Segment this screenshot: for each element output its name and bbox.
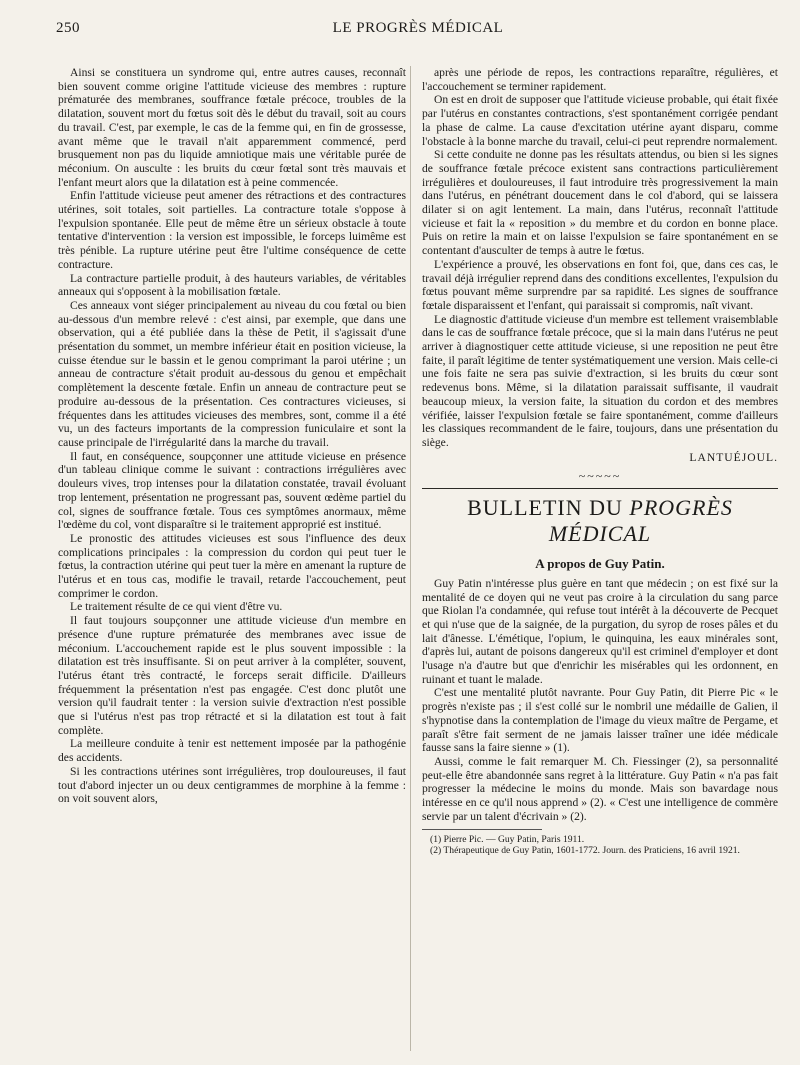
author-signature: LANTUÉJOUL. (689, 450, 778, 464)
footnote-rule (422, 829, 542, 830)
paragraph: L'expérience a prouvé, les observations en font foi, que, dans ces cas, le travail déjà irrégulier reprend dans des conditions excellentes, l'expulsion du fœtus pouvant même surprendre par sa rapidité. Les signes de souffrance fœtale disparaissent et l'enfant, qui paraissait si compromis, naît vivant. (422, 257, 778, 312)
paragraph: Enfin l'attitude vicieuse peut amener des rétractions et des contractures utérines, soit totales, soit partielles. La contracture totale s'oppose à l'expulsion spontanée. Elle peut de même être un sérieux obstacle à toute tentative d'intervention : la version est impossible, le forceps luimême est très pénible. La rupture utérine peut être l'ultime conséquence de cette contracture. (58, 189, 406, 271)
footnote: (2) Thérapeutique de Guy Patin, 1601-1772. Journ. des Praticiens, 16 avril 1921. (430, 845, 740, 857)
bulletin-title-italic: PROGRÈS MÉDICAL (548, 495, 733, 547)
paragraph: Le traitement résulte de ce qui vient d'être vu. (70, 600, 283, 614)
bulletin-title-prefix: BULLETIN DU (467, 495, 630, 521)
paragraph: Si cette conduite ne donne pas les résultats attendus, ou bien si les signes de souffrance fœtale précoce existent sans contractions particulièrement irrégulières et douloureuses, il faut introduire très progressivement la main dans l'utérus, en pénétrant doucement dans le col d'abord, qui se laissera dilater si on agit lentement. La main, dans l'utérus, reconnaît l'attitude vicieuse et fait la « reposition » du membre et du cordon en bonne place. Puis on retire la main et on laisse l'expulsion se faire spontanément en se contentant d'ausculter de temps à autre le fœtus. (422, 148, 778, 258)
left-column (58, 66, 406, 1051)
paragraph: La contracture partielle produit, à des hauteurs variables, de véritables anneaux qui s'opposent à la mobilisation fœtale. (58, 271, 406, 299)
paragraph: Il faut toujours soupçonner une attitude vicieuse d'un membre en présence d'une rupture prématurée des membranes avec issue de méconium. L'accouchement rapide est le plus souvent impossible : la dilatation est très insuffisante. Si on peut arriver à la compléter, souvent, l'utérus étant très contracté, le forceps serait difficile. D'ailleurs fréquemment la présentation n'est pas engagée. C'est donc plutôt une version qu'il faudrait tenter : la version suivie d'extraction n'est possible que si l'utérus n'est pas trop rétracté et si la dilatation est tout à fait complète. (58, 614, 406, 737)
page-number: 250 (56, 20, 80, 36)
paragraph: Si les contractions utérines sont irrégulières, trop douloureuses, il faut tout d'abord injecter un ou deux centigrammes de morphine à la femme : on voit souvent alors, (58, 764, 406, 806)
running-head: LE PROGRÈS MÉDICAL (332, 20, 504, 36)
paragraph: Ainsi se constituera un syndrome qui, entre autres causes, reconnaît bien souvent comme origine l'attitude vicieuse des membres : rupture prématurée des membranes, souffrance fœtale précoce, troubles de la dilatation, souvent mort du fœtus soit dès le début du travail, soit au cours du travail. C'est, par exemple, le cas de la femme qui, en fin de grossesse, avant même que le travail n'ait apparemment commencé, perd brusquement non pas du liquide amniotique mais une véritable purée de méconium. On ausculte : les bruits du cœur fœtal sont très mauvais et l'enfant meurt alors que la dilatation est à peine commencée. (58, 66, 406, 189)
paragraph: après une période de repos, les contractions reparaître, régulières, et l'accouchement se terminer rapidement. (422, 66, 778, 93)
paragraph: Le pronostic des attitudes vicieuses est sous l'influence des deux complications principales : la compression du cordon qui peut tuer le fœtus, la contraction utérine qui peut tuer la mère en amenant la rupture de l'utérus et en tous cas, modifie le travail, retarde l'accouchement, peut comprimer le cordon. (58, 531, 406, 600)
paragraph: Aussi, comme le fait remarquer M. Ch. Fiessinger (2), sa personnalité peut-elle être abandonnée sans regret à la littérature. Guy Patin « n'a pas fait progresser la médecine le moins du monde. Mais son bavardage nous intéresse en ce qu'il nous apprend » (2). « C'est une intelligence de commère servie par un talent d'écrivain » (2). (422, 754, 778, 823)
footnotes (422, 834, 778, 856)
paragraph: Ces anneaux vont siéger principalement au niveau du cou fœtal ou bien au-dessous d'un membre relevé : c'est ainsi, par exemple, que dans une observation, qui a été publiée dans la thèse de Petit, il s'agissait d'une présentation du sommet, un membre inférieur était en position vicieuse, la cuisse étendue sur le bassin et le genou comprimant la paroi utérine ; un anneau de contracture s'était produit au-dessous du genou et empêchait complètement la descente fœtale. Enfin un anneau de contracture peut se produire au-dessous de la présentation. Ces contractures vicieuses, si fréquentes dans les attitudes vicieuses des membres, sont, comme il a été vu, un des facteurs importants de la compression funiculaire et sont la cause principale de l'irrégularité dans la marche du travail. (58, 298, 406, 449)
section-rule (422, 488, 778, 489)
paragraph: Il faut, en conséquence, soupçonner une attitude vicieuse en présence d'un tableau clinique comme le suivant : contractions irrégulières avec douleurs vives, trop intenses pour la dilatation constatée, travail évoluant trop lentement, présentation ne progressant pas, souvent œdème partiel du col, signes de souffrance fœtale. Tous ces symptômes anormaux, même l'œdème du col, vont disparaître si le traitement approprié est institué. (58, 449, 406, 532)
paragraph: Guy Patin n'intéresse plus guère en tant que médecin ; on est fixé sur la mentalité de ce doyen qui ne veut pas croire à la circulation du sang parce que Riolan l'a condamnée, qui refuse tout intérêt à la découverte de Pecquet et qui n'use que de la saignée, de la purgation, du syrop de roses pâles et du lait d'ânesse. L'émétique, l'opium, le quinquina, les eaux minérales sont, d'après lui, autant de poisons dangereux qu'il est criminel d'employer et dont l'usage n'a d'autre but que d'enrichir les misérables qui les ordonnent, en ruinant et tuant le malade. (422, 576, 778, 686)
paragraph: La meilleure conduite à tenir est nettement imposée par la pathogénie des accidents. (58, 737, 406, 765)
bulletin-title (422, 495, 778, 547)
footnote: (1) Pierre Pic. — Guy Patin, Paris 1911. (430, 834, 585, 846)
paragraph: C'est une mentalité plutôt navrante. Pour Guy Patin, dit Pierre Pic « le progrès n'existe pas ; il s'est collé sur le nombril une médaille de Galien, il s'hypnotise dans la contemplation de l'image du vieux maître de Pergame, et paraît s'être fait serment de ne jamais laisser traîner une idée médicale fausse sans la faire sienne » (1). (422, 686, 778, 755)
paragraph: On est en droit de supposer que l'attitude vicieuse probable, qui était fixée par l'utérus en constantes contractions, s'est spontanément corrigée pendant la phase de calme. La cause d'excitation utérine ayant disparu, comme l'obstacle à la bonne marche du travail, celui-ci peut reprendre normalement. (422, 93, 778, 148)
right-column (422, 66, 778, 1051)
section-ornament: ~~~~~ (578, 469, 622, 484)
page-header (56, 20, 780, 42)
column-divider (410, 66, 411, 1051)
paragraph: Le diagnostic d'attitude vicieuse d'un membre est tellement vraisemblable dans le cas de souffrance fœtale précoce, que si la main dans l'utérus ne peut arriver à diagnostiquer cette attitude vicieuse, si une reposition ne peut être faite, il paraît légitime de tenter systématiquement une version. Mais celle-ci une fois faite ne sera pas suivie d'extraction, si les bruits du cœur sont redevenus bons. Même, si la dilatation paraissait suffisante, il vaudrait beaucoup mieux, la version faite, la situation du cordon et des membres vérifiée, laisser l'expulsion fœtale se faire spontanément, comme d'ailleurs les classiques recommandent de le faire, toujours, dans une présentation du siège. (422, 312, 778, 449)
article-title: A propos de Guy Patin. (535, 556, 665, 572)
